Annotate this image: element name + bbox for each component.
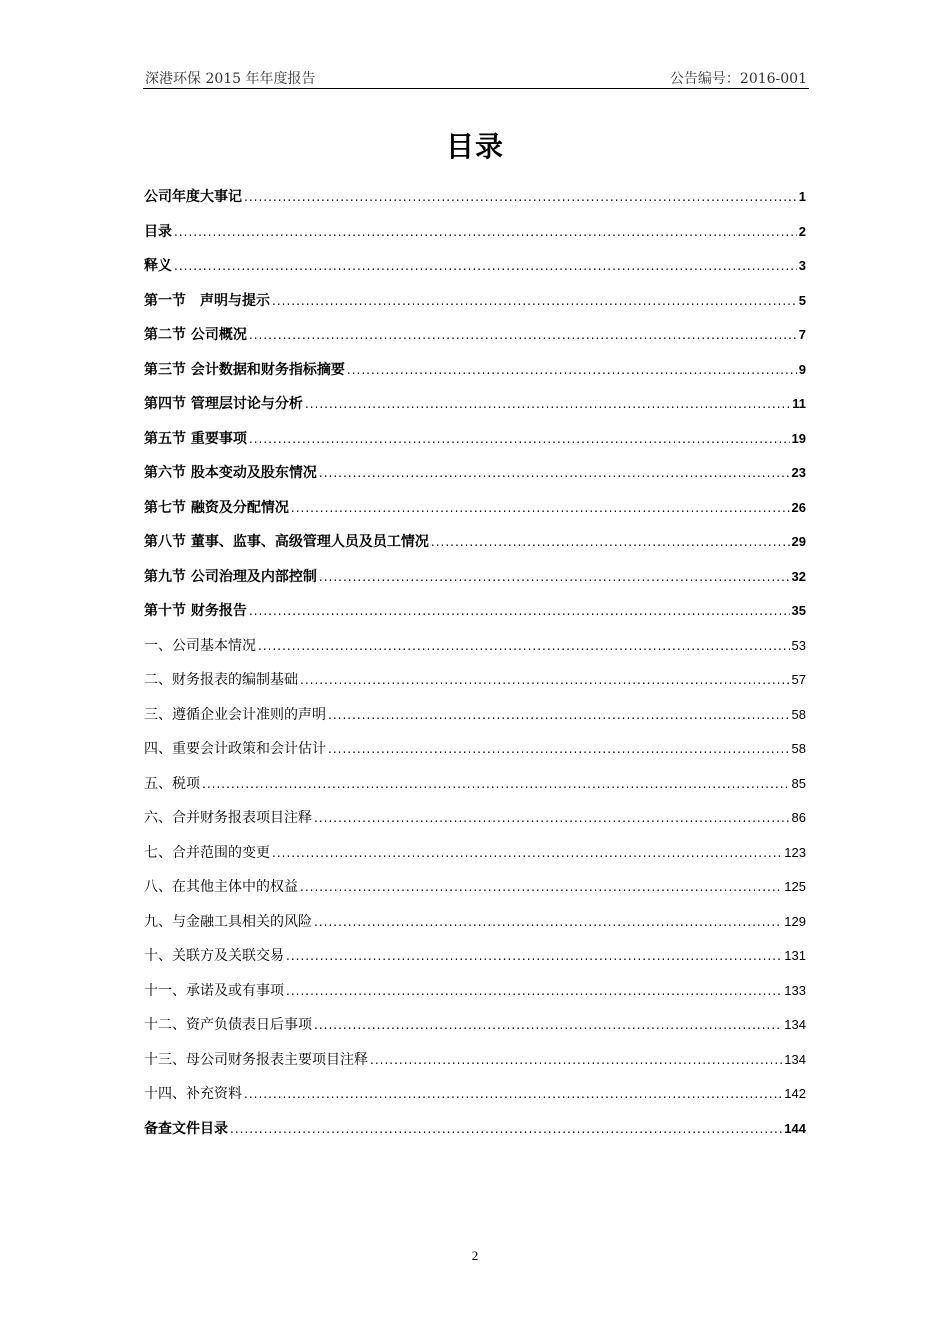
- toc-entry[interactable]: [144, 875, 806, 910]
- toc-entry-page[interactable]: 9: [798, 361, 806, 377]
- toc-leader-dots: [249, 599, 790, 623]
- toc-leader-dots: [291, 496, 790, 520]
- toc-entry[interactable]: [144, 1117, 806, 1152]
- toc-entry[interactable]: [144, 737, 806, 772]
- toc-entry-label[interactable]: 备查文件目录: [144, 1120, 228, 1137]
- toc-entry-label[interactable]: 九、与金融工具相关的风险: [144, 913, 312, 930]
- toc-leader-dots: [174, 254, 797, 278]
- toc-entry-page[interactable]: 32: [791, 568, 806, 584]
- toc-entry-label[interactable]: 五、税项: [144, 775, 200, 792]
- toc-entry[interactable]: [144, 944, 806, 979]
- toc-entry[interactable]: [144, 185, 806, 220]
- toc-entry[interactable]: [144, 772, 806, 807]
- toc-entry-label[interactable]: 第九节 公司治理及内部控制: [144, 568, 317, 585]
- toc-entry[interactable]: [144, 565, 806, 600]
- toc-leader-dots: [314, 1013, 782, 1037]
- toc-entry-label[interactable]: 十一、承诺及或有事项: [144, 982, 284, 999]
- toc-entry-page[interactable]: 134: [784, 1017, 806, 1032]
- toc-entry[interactable]: [144, 358, 806, 393]
- toc-entry-page[interactable]: 144: [784, 1120, 806, 1136]
- toc-entry-label[interactable]: 第八节 董事、监事、高级管理人员及员工情况: [144, 534, 429, 550]
- toc-leader-dots: [300, 668, 790, 692]
- toc-entry-page[interactable]: 134: [784, 1051, 806, 1067]
- toc-entry-page[interactable]: 3: [798, 258, 806, 273]
- toc-entry-label[interactable]: 第一节 声明与提示: [144, 292, 270, 309]
- toc-leader-dots: [314, 910, 782, 934]
- header-announcement-number: 公告编号：2016-001: [669, 71, 807, 87]
- toc-leader-dots: [202, 772, 790, 796]
- toc-entry[interactable]: [144, 703, 806, 738]
- toc-entry-label[interactable]: 十、关联方及关联交易: [144, 948, 284, 964]
- toc-entry-label[interactable]: 二、财务报表的编制基础: [144, 672, 298, 688]
- toc-leader-dots: [272, 841, 782, 865]
- toc-entry-page[interactable]: 86: [791, 810, 806, 825]
- toc-leader-dots: [249, 427, 790, 451]
- toc-leader-dots: [258, 634, 790, 658]
- toc-entry-label[interactable]: 十三、母公司财务报表主要项目注释: [144, 1051, 368, 1068]
- toc-leader-dots: [431, 530, 790, 554]
- toc-entry-page[interactable]: 57: [791, 672, 806, 687]
- toc-entry[interactable]: [144, 530, 806, 565]
- page-title: 目录: [445, 130, 504, 163]
- toc-entry-page[interactable]: 123: [784, 844, 806, 860]
- table-of-contents: [144, 185, 806, 1151]
- toc-entry[interactable]: [144, 461, 806, 496]
- toc-entry[interactable]: [144, 496, 806, 531]
- page-number: 2: [471, 1248, 479, 1263]
- page-header: [143, 66, 809, 89]
- toc-entry-label[interactable]: 十二、资产负债表日后事项: [144, 1017, 312, 1033]
- toc-leader-dots: [305, 392, 790, 416]
- toc-leader-dots: [300, 875, 782, 899]
- toc-entry-label[interactable]: 第五节 重要事项: [144, 430, 247, 447]
- toc-entry-page[interactable]: 11: [792, 396, 806, 411]
- toc-entry-label[interactable]: 目录: [144, 223, 172, 240]
- toc-entry[interactable]: [144, 254, 806, 289]
- toc-entry-page[interactable]: 26: [791, 499, 806, 515]
- toc-leader-dots: [370, 1048, 782, 1072]
- toc-leader-dots: [272, 289, 797, 313]
- toc-entry[interactable]: [144, 323, 806, 358]
- toc-entry-page[interactable]: 129: [784, 913, 806, 929]
- toc-entry-label[interactable]: 第二节 公司概况: [144, 327, 247, 343]
- toc-entry[interactable]: [144, 1013, 806, 1048]
- toc-leader-dots: [319, 461, 790, 485]
- toc-entry-label[interactable]: 第十节 财务报告: [144, 603, 247, 619]
- toc-entry-label[interactable]: 一、公司基本情况: [144, 637, 256, 654]
- toc-leader-dots: [249, 323, 797, 347]
- toc-leader-dots: [319, 565, 790, 589]
- toc-entry-label[interactable]: 十四、补充资料: [144, 1086, 242, 1102]
- toc-leader-dots: [230, 1117, 782, 1141]
- toc-leader-dots: [286, 944, 782, 968]
- toc-entry[interactable]: [144, 841, 806, 876]
- toc-leader-dots: [244, 185, 797, 209]
- toc-entry[interactable]: [144, 634, 806, 669]
- toc-entry-page[interactable]: 142: [784, 1086, 806, 1101]
- toc-entry-label[interactable]: 六、合并财务报表项目注释: [144, 810, 312, 826]
- toc-entry-label[interactable]: 四、重要会计政策和会计估计: [144, 741, 326, 757]
- toc-entry-page[interactable]: 58: [791, 706, 806, 722]
- toc-entry[interactable]: [144, 392, 806, 427]
- toc-entry-label[interactable]: 三、遵循企业会计准则的声明: [144, 706, 326, 723]
- toc-entry[interactable]: [144, 910, 806, 945]
- toc-entry-page[interactable]: 19: [791, 430, 806, 446]
- toc-entry-page[interactable]: 133: [784, 982, 806, 998]
- toc-entry[interactable]: [144, 979, 806, 1014]
- toc-leader-dots: [314, 806, 790, 830]
- header-report-title: 深港环保 2015 年年度报告: [145, 71, 316, 87]
- toc-entry-page[interactable]: 35: [791, 603, 806, 618]
- toc-entry[interactable]: [144, 220, 806, 255]
- toc-entry-label[interactable]: 第六节 股本变动及股东情况: [144, 465, 317, 481]
- toc-entry[interactable]: [144, 668, 806, 703]
- toc-entry-label[interactable]: 第七节 融资及分配情况: [144, 499, 289, 516]
- toc-entry[interactable]: [144, 289, 806, 324]
- toc-entry[interactable]: [144, 1048, 806, 1083]
- toc-entry[interactable]: [144, 427, 806, 462]
- toc-entry-page[interactable]: 125: [784, 879, 806, 894]
- toc-entry-page[interactable]: 23: [791, 465, 806, 480]
- toc-entry-page[interactable]: 58: [791, 741, 806, 756]
- toc-leader-dots: [286, 979, 782, 1003]
- toc-entry-label[interactable]: 释义: [144, 258, 172, 274]
- toc-entry-page[interactable]: 7: [798, 327, 806, 342]
- toc-leader-dots: [174, 220, 797, 244]
- toc-entry-page[interactable]: 1: [798, 189, 806, 204]
- toc-entry-page[interactable]: 5: [798, 292, 806, 308]
- toc-entry-page[interactable]: 131: [784, 948, 806, 963]
- toc-leader-dots: [347, 358, 797, 382]
- toc-entry[interactable]: [144, 1082, 806, 1117]
- toc-entry[interactable]: [144, 599, 806, 634]
- toc-leader-dots: [244, 1082, 782, 1106]
- toc-entry-label[interactable]: 第四节 管理层讨论与分析: [144, 396, 303, 412]
- toc-entry-page[interactable]: 85: [791, 775, 806, 791]
- toc-entry-label[interactable]: 第三节 会计数据和财务指标摘要: [144, 361, 345, 378]
- toc-entry-label[interactable]: 公司年度大事记: [144, 189, 242, 205]
- toc-entry-page[interactable]: 53: [791, 637, 806, 653]
- toc-entry-page[interactable]: 29: [791, 534, 806, 549]
- toc-leader-dots: [328, 703, 790, 727]
- toc-leader-dots: [328, 737, 790, 761]
- toc-entry-label[interactable]: 七、合并范围的变更: [144, 844, 270, 861]
- toc-entry-label[interactable]: 八、在其他主体中的权益: [144, 879, 298, 895]
- toc-entry[interactable]: [144, 806, 806, 841]
- toc-entry-page[interactable]: 2: [798, 223, 806, 239]
